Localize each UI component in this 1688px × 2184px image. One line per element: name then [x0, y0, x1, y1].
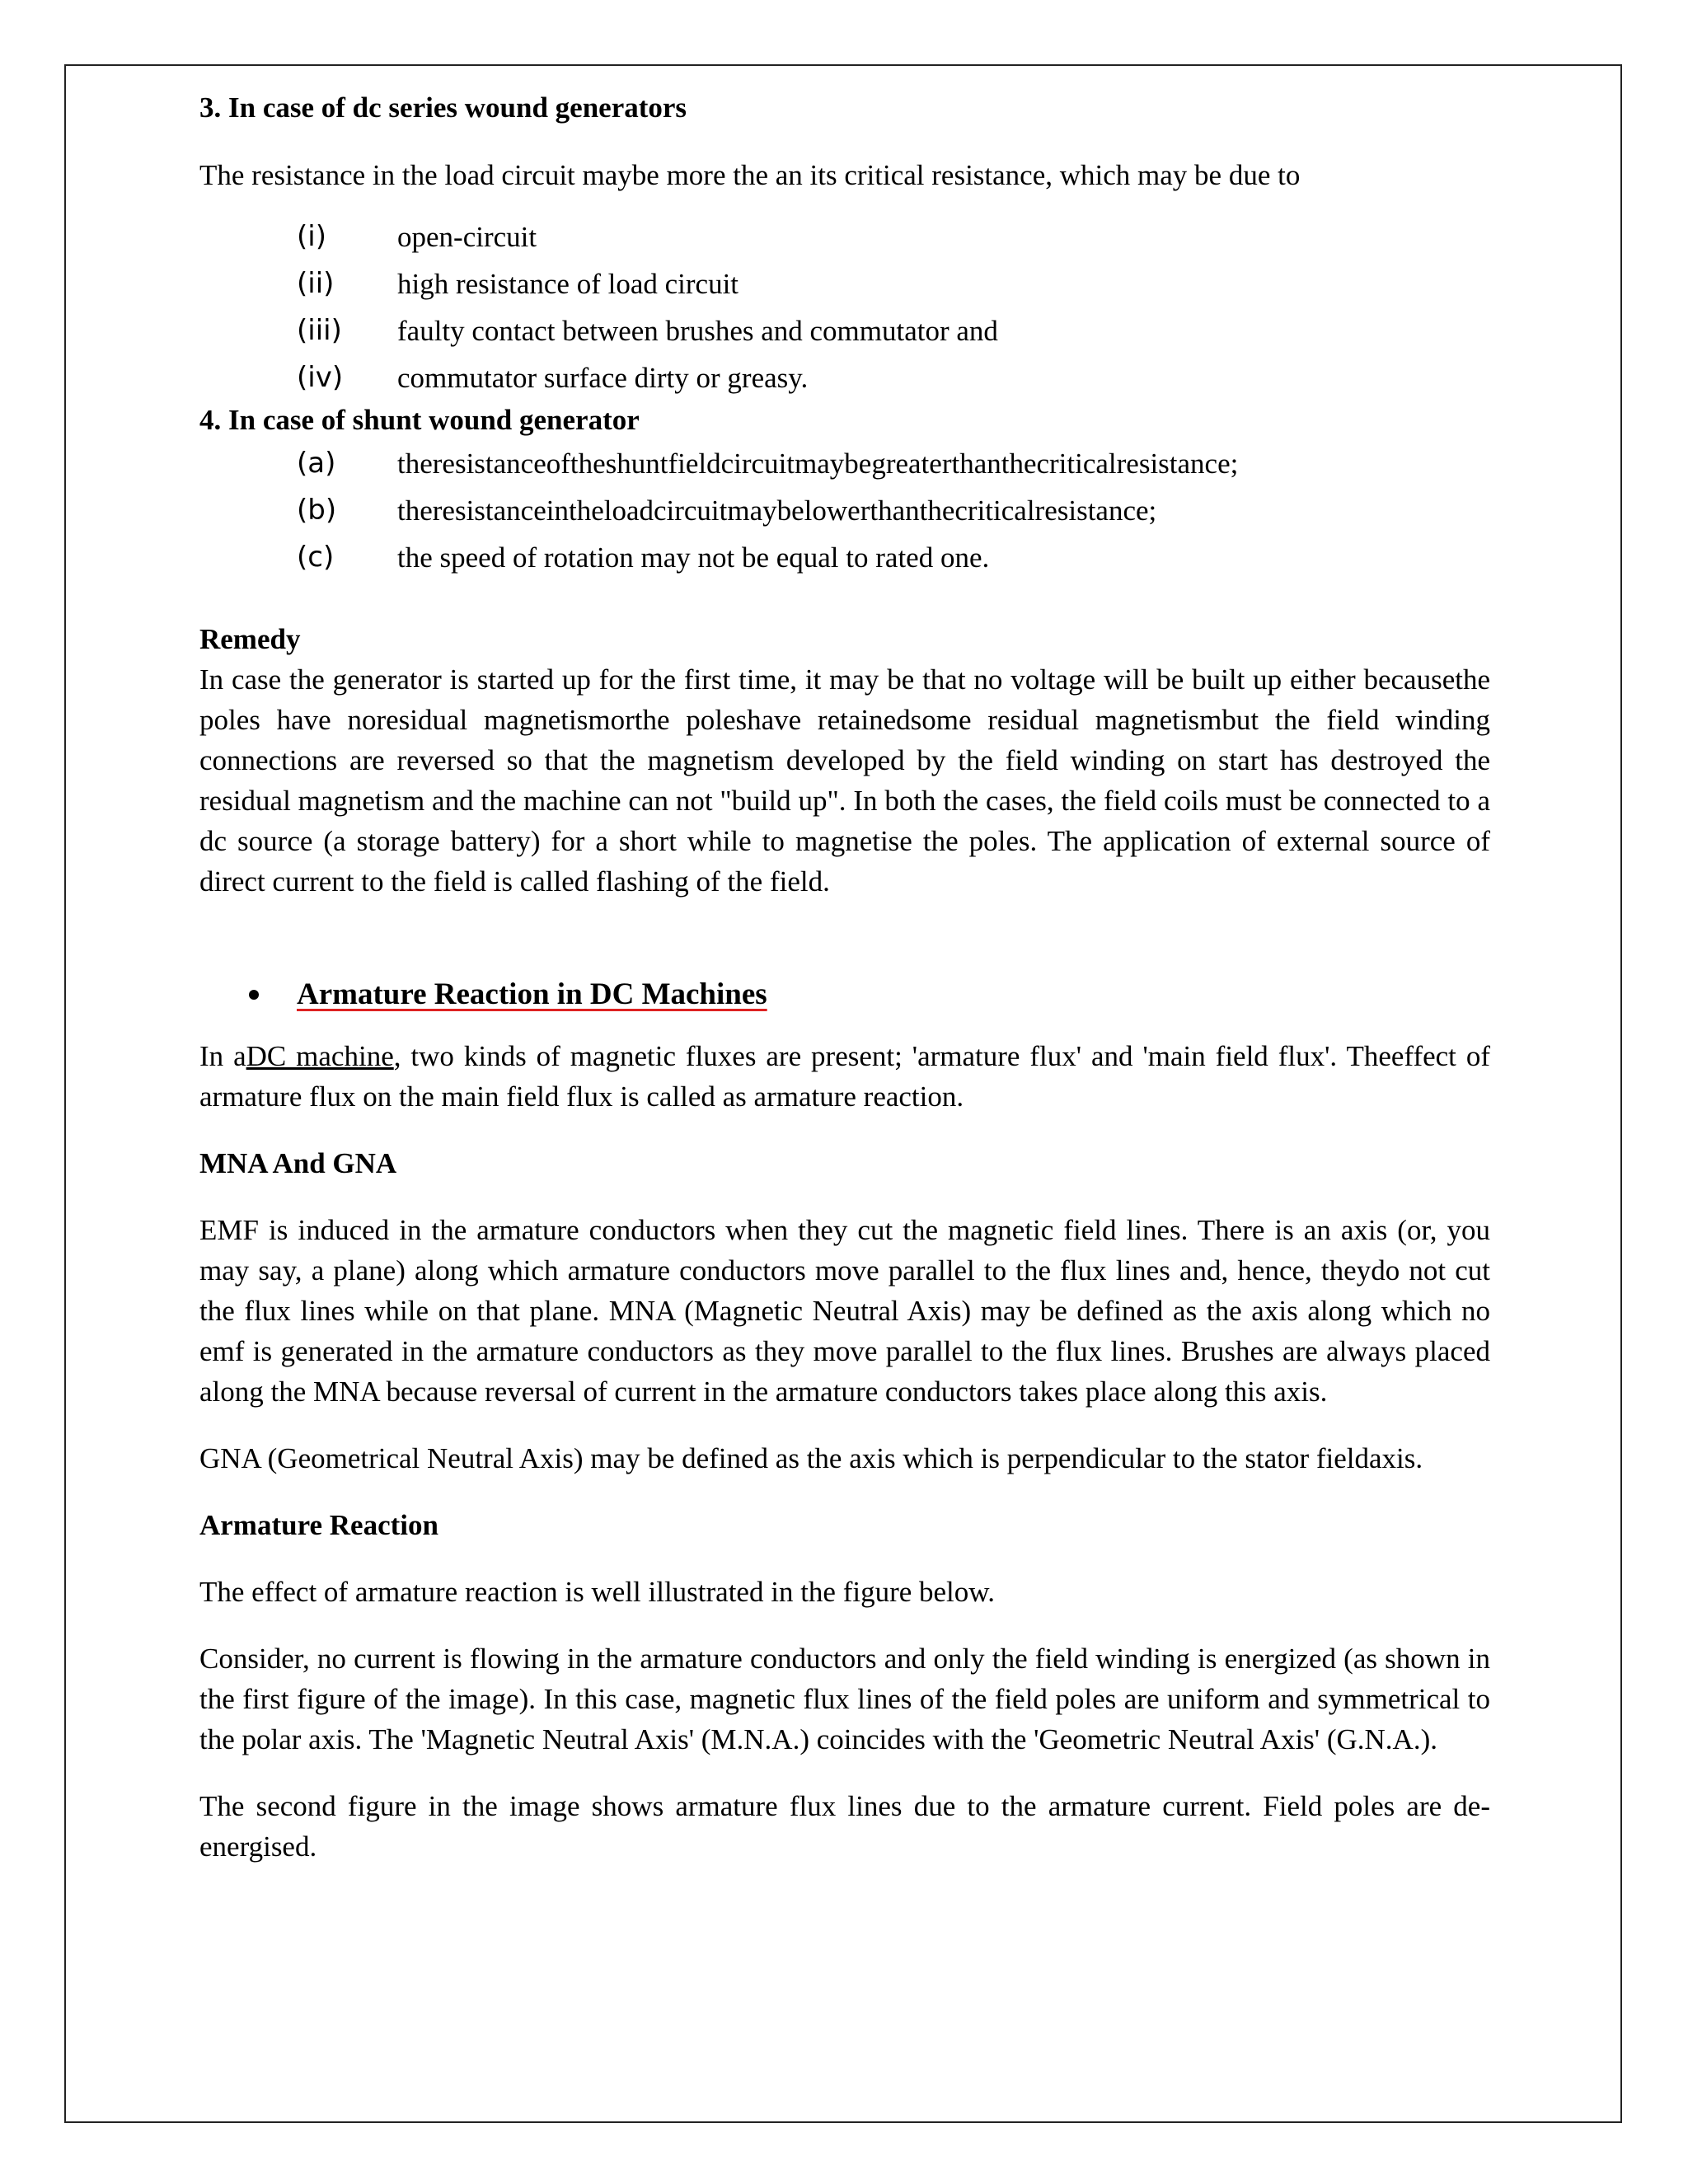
- armature-reaction-para2: Consider, no current is flowing in the armature conductors and only the field winding is energized (as shown in the first figure of the image). In this case, magnetic flux lines of the field poles are uniform and symmetrical to the polar axis. The 'Magnetic Neutral Axis' (M.N.A.) coincides with the 'Geometric Neutral Axis' (G.N.A.).: [199, 1643, 1490, 1755]
- list-item-text: high resistance of load circuit: [397, 268, 739, 300]
- list-marker: (c): [297, 541, 335, 574]
- armature-intro: [199, 1036, 1490, 1117]
- armature-intro-lead: In a: [199, 1040, 246, 1072]
- armature-reaction-heading: Armature Reaction: [199, 1509, 438, 1541]
- list-item-text: the speed of rotation may not be equal to rated one.: [397, 541, 990, 574]
- list-marker: (ii): [297, 267, 335, 300]
- dc-machine-link[interactable]: DC machine: [246, 1040, 394, 1072]
- list-marker: (b): [297, 494, 337, 527]
- list-item-text: theresistanceintheloadcircuitmaybelowerthanthecriticalresistance;: [397, 494, 1157, 527]
- armature-reaction-para3: The second figure in the image shows armature flux lines due to the armature current. Field poles are de-energised.: [199, 1790, 1490, 1863]
- list-marker: (i): [297, 220, 326, 253]
- mna-gna-para1: EMF is induced in the armature conductors when they cut the magnetic field lines. There is an axis (or, you may say, a plane) along which armature conductors move parallel to the flux lines and, hence, theydo not cut the flux lines while on that plane. MNA (Magnetic Neutral Axis) may be defined as the axis along which no emf is generated in the armature conductors as they move parallel to the flux lines. Brushes are always placed along the MNA because reversal of current in the armature conductors takes place along this axis.: [199, 1214, 1490, 1408]
- mna-gna-heading: MNA And GNA: [199, 1147, 397, 1179]
- mna-gna-para2: GNA (Geometrical Neutral Axis) may be defined as the axis which is perpendicular to the stator fieldaxis.: [199, 1442, 1423, 1474]
- section3-list: [199, 213, 1490, 401]
- list-item-text: theresistanceoftheshuntfieldcircuitmaybegreaterthanthecriticalresistance;: [397, 448, 1239, 480]
- section4-heading: 4. In case of shunt wound generator: [199, 404, 640, 436]
- list-marker: (iv): [297, 361, 344, 394]
- list-item: [199, 440, 1490, 487]
- remedy-body: In case the generator is started up for the first time, it may be that no voltage will be built up either becausethe poles have noresidual magnetismorthe poleshave retainedsome residual magnetismbut the field winding connections are reversed so that the magnetism developed by the field winding on start has destroyed the residual magnetism and the machine can not "build up". In both the cases, the field coils must be connected to a dc source (a storage battery) for a short while to magnetise the poles. The application of external source of direct current to the field is called flashing of the field.: [199, 663, 1490, 898]
- armature-section-title: Armature Reaction in DC Machines: [297, 977, 767, 1011]
- document-content: [199, 79, 1490, 1867]
- armature-intro-rest: , two kinds of magnetic fluxes are present; 'armature flux' and 'main field flux'. Theeffect of armature flux on the main field flux is called as armature reaction.: [199, 1040, 1490, 1113]
- bullet-icon: [249, 990, 259, 1000]
- list-item: [199, 487, 1490, 534]
- list-item-text: faulty contact between brushes and commutator and: [397, 315, 998, 347]
- list-item: [199, 213, 1490, 260]
- section4-list: [199, 440, 1490, 581]
- list-item: [199, 260, 1490, 307]
- list-item: [199, 354, 1490, 401]
- list-item-text: open-circuit: [397, 221, 537, 253]
- section3-heading: 3. In case of dc series wound generators: [199, 91, 687, 124]
- armature-section-heading: [199, 974, 1490, 1015]
- armature-reaction-para1: The effect of armature reaction is well illustrated in the figure below.: [199, 1576, 996, 1608]
- list-marker: (iii): [297, 314, 342, 347]
- list-item: [199, 534, 1490, 581]
- list-marker: (a): [297, 447, 336, 480]
- list-item: [199, 307, 1490, 354]
- list-item-text: commutator surface dirty or greasy.: [397, 362, 809, 394]
- section3-intro: The resistance in the load circuit maybe more the an its critical resistance, which may be due to: [199, 159, 1301, 191]
- remedy-heading: Remedy: [199, 623, 301, 655]
